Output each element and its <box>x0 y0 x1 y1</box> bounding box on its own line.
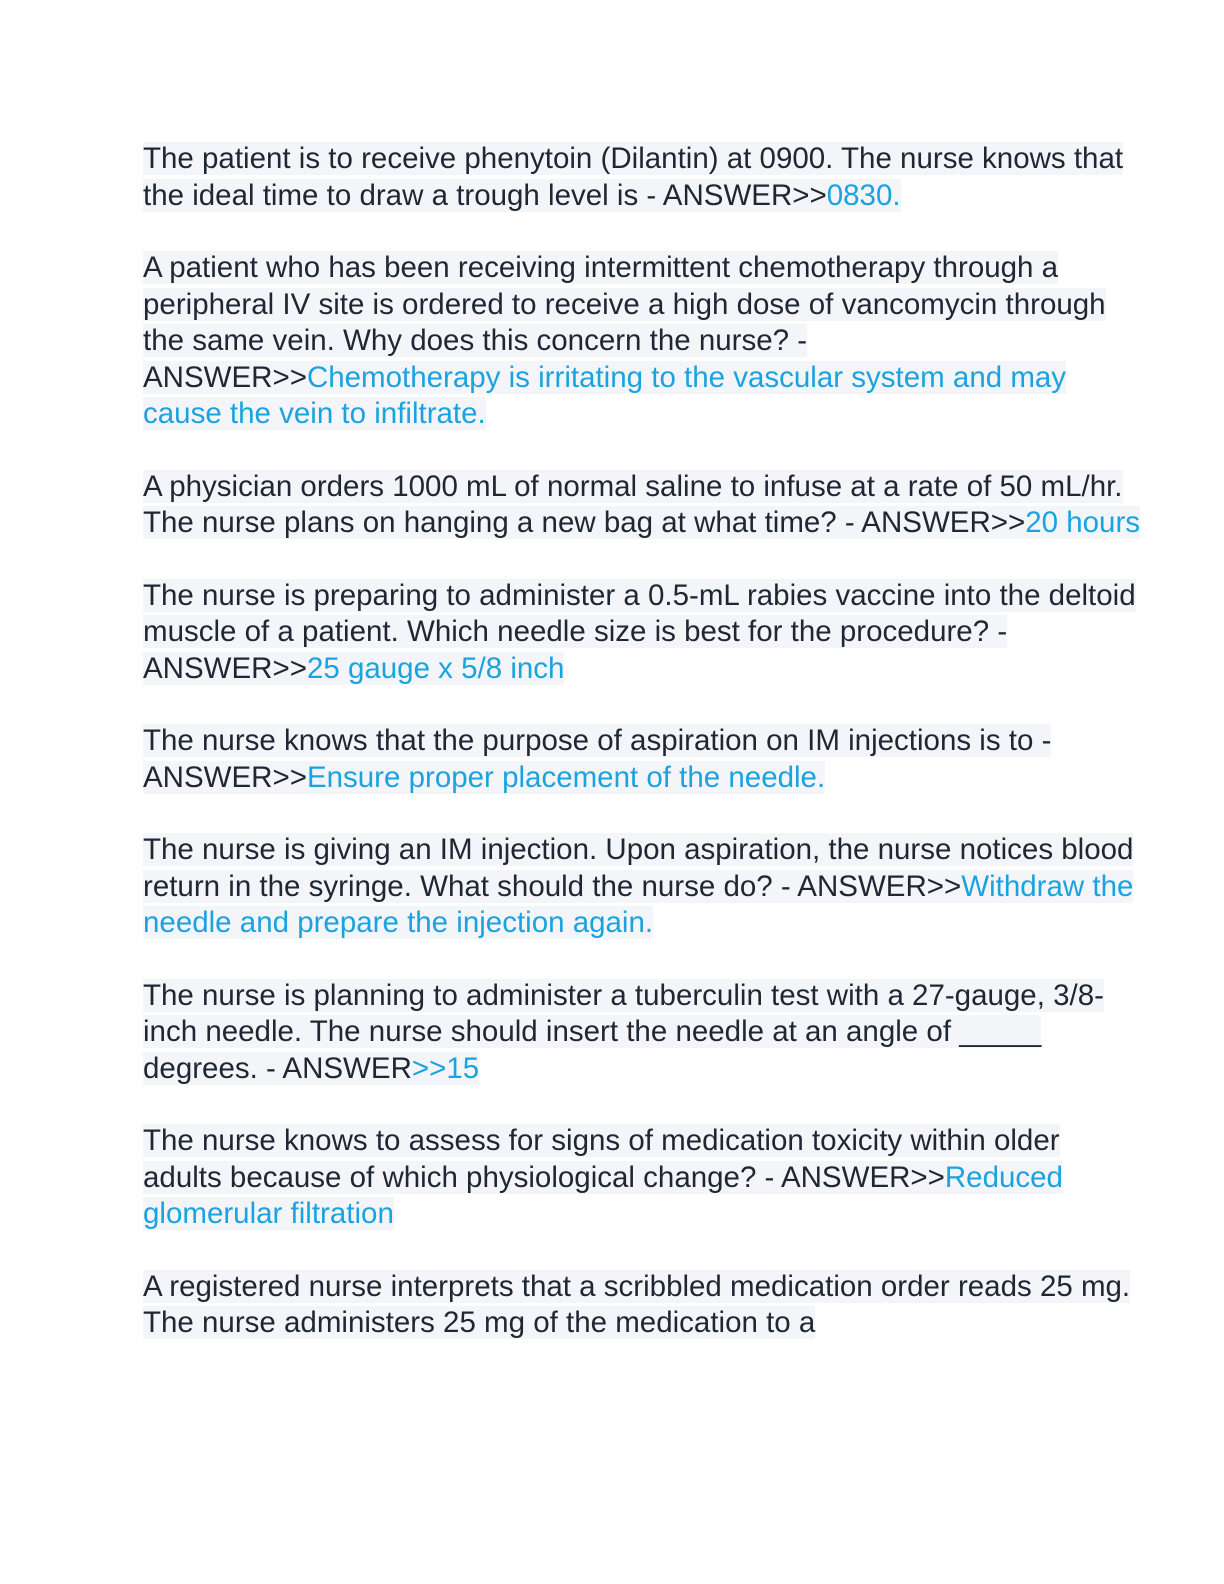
question-text-8 <box>143 1124 1063 1230</box>
qa-item-9 <box>143 1269 1143 1342</box>
question-9: A registered nurse interprets that a scribbled medication order reads 25 mg. The nurse administers 25 mg of the medication to a <box>143 1269 1131 1339</box>
answer-1: 0830. <box>826 178 901 212</box>
question-4: The nurse is preparing to administer a 0.5-mL rabies vaccine into the deltoid muscle of a patient. Which needle size is best for the procedure? - ANSWER>> <box>143 578 1136 685</box>
question-7: The nurse is planning to administer a tuberculin test with a 27-gauge, 3/8-inch needle. The nurse should insert the needle at an angle of _____ degrees. - ANSWER <box>143 978 1104 1085</box>
question-6: The nurse is giving an IM injection. Upon aspiration, the nurse notices blood return in the syringe. What should the nurse do? - ANSWER>> <box>143 833 1134 903</box>
qa-item-3 <box>143 469 1143 542</box>
qa-item-6 <box>143 832 1143 942</box>
question-5: The nurse knows that the purpose of aspiration on IM injections is to - ANSWER>> <box>143 724 1052 794</box>
document-page <box>143 141 1143 1378</box>
answer-3: 20 hours <box>1025 506 1141 539</box>
qa-item-7 <box>143 978 1143 1088</box>
answer-6: Withdraw the needle and prepare the injection again. <box>143 869 1134 939</box>
qa-item-5 <box>143 723 1143 796</box>
answer-2: Chemotherapy is irritating to the vascular system and may cause the vein to infiltrate. <box>143 360 1067 430</box>
answer-4: 25 gauge x 5/8 inch <box>306 651 565 685</box>
answer-5: Ensure proper placement of the needle. <box>306 760 826 794</box>
answer-8: Reduced glomerular filtration <box>143 1160 1063 1230</box>
question-8: The nurse knows to assess for signs of medication toxicity within older adults because of which physiological change? - ANSWER>> <box>143 1124 1060 1194</box>
qa-item-4 <box>143 578 1143 688</box>
question-text-6 <box>143 833 1133 939</box>
question-text-9 <box>143 1270 1130 1340</box>
question-text-3 <box>143 470 1140 540</box>
qa-item-8 <box>143 1123 1143 1233</box>
question-text-2 <box>143 251 1106 430</box>
question-text-4 <box>143 579 1136 685</box>
question-text-1 <box>143 142 1123 212</box>
question-1: The patient is to receive phenytoin (Dilantin) at 0900. The nurse knows that the ideal time to draw a trough level is - ANSWER>> <box>143 142 1124 212</box>
question-2: A patient who has been receiving intermittent chemotherapy through a peripheral IV site is ordered to receive a high dose of vancomycin through the same vein. Why does this concern the nurse? - ANSWER>> <box>143 251 1106 394</box>
question-text-5 <box>143 724 1051 794</box>
qa-item-2 <box>143 250 1143 433</box>
question-text-7 <box>143 979 1104 1085</box>
question-3: A physician orders 1000 mL of normal saline to infuse at a rate of 50 mL/hr. The nurse plans on hanging a new bag at what time? - ANSWER>> <box>143 469 1123 539</box>
qa-item-1 <box>143 141 1143 214</box>
answer-7: >>15 <box>411 1051 480 1085</box>
